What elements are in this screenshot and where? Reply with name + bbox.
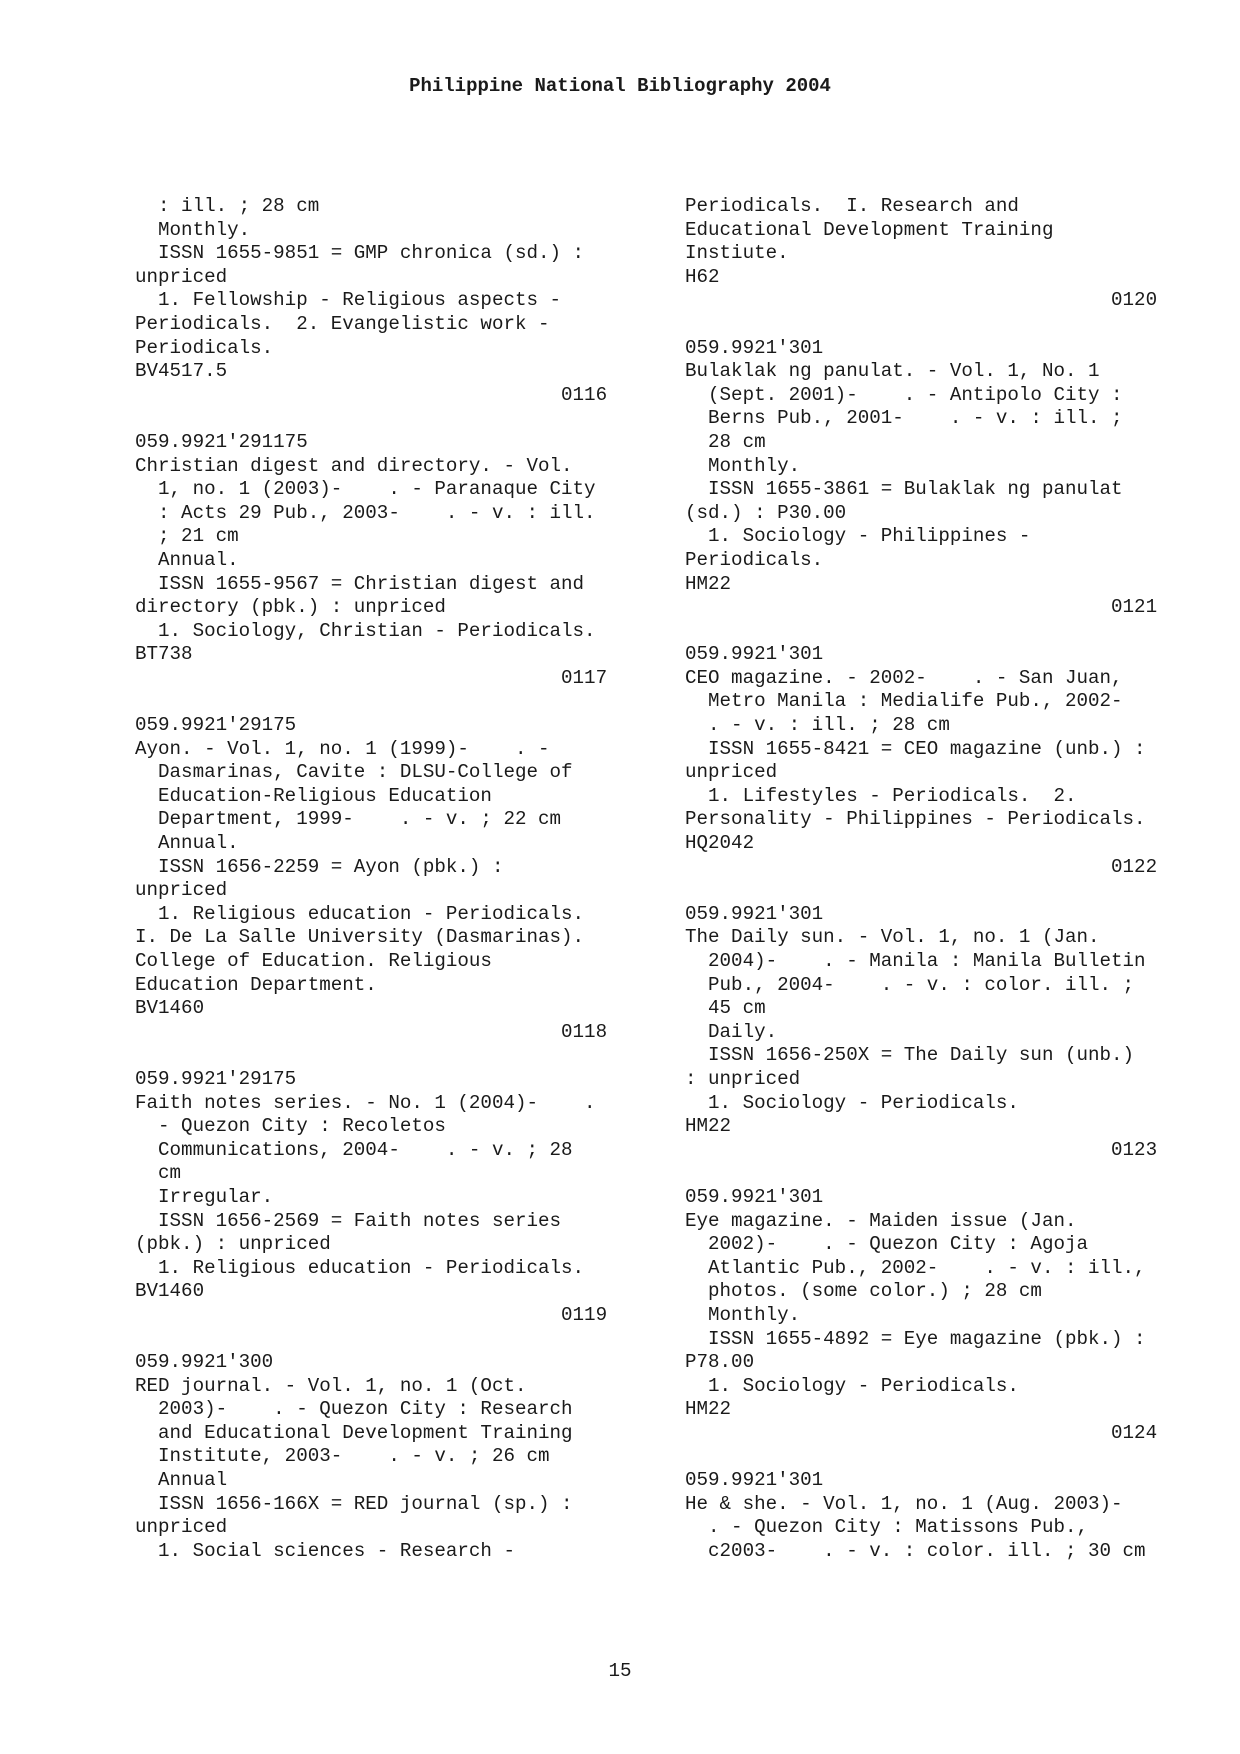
entry-line: ISSN 1656-2569 = Faith notes series	[135, 1209, 562, 1232]
entry-line: HQ2042	[685, 832, 755, 855]
entry-line: HM22	[685, 1398, 732, 1421]
entry-line: . - Quezon City : Matissons Pub.,	[685, 1516, 1089, 1539]
entry-line: ISSN 1655-3861 = Bulaklak ng panulat	[685, 478, 1123, 501]
entry-line: photos. (some color.) ; 28 cm	[685, 1280, 1042, 1303]
entry-line: 2004)- . - Manila : Manila Bulletin	[685, 950, 1146, 972]
entry-line: . - v. : ill. ; 28 cm	[685, 714, 950, 737]
entry-line: 059.9921'301	[685, 336, 824, 359]
entry-line: 059.9921'29175	[135, 714, 297, 737]
entry-line: HM22	[685, 572, 732, 595]
entry-line: ISSN 1655-8421 = CEO magazine (unb.) :	[685, 737, 1146, 760]
entry-line: Monthly.	[135, 218, 251, 241]
entry-line: unpriced	[135, 879, 228, 902]
entry-line: Ayon. - Vol. 1, no. 1 (1999)- . -	[135, 737, 550, 760]
entry-line: : Acts 29 Pub., 2003- . - v. : ill.	[135, 501, 596, 524]
entry-line: : ill. ; 28 cm	[135, 195, 320, 217]
entry-line: Communications, 2004- . - v. ; 28	[135, 1138, 573, 1161]
entry-line: 1. Sociology - Philippines -	[685, 525, 1031, 548]
entry-line	[135, 1044, 655, 1068]
entry-line: (Sept. 2001)- . - Antipolo City :	[685, 383, 1123, 406]
entry-line: 2003)- . - Quezon City : Research	[135, 1398, 573, 1421]
entry-line: (sd.) : P30.00	[685, 501, 847, 524]
entry-line: 45 cm	[685, 997, 766, 1020]
entry-line: 0123	[685, 1138, 1158, 1161]
entry-line: 0116	[135, 383, 608, 406]
right-column	[685, 195, 1205, 1563]
entry-line: : unpriced	[685, 1067, 801, 1090]
entry-line: 059.9921'291175	[135, 430, 308, 453]
entry-line: 2002)- . - Quezon City : Agoja	[685, 1233, 1089, 1256]
entry-line: HM22	[685, 1115, 732, 1138]
entry-line: Metro Manila : Medialife Pub., 2002-	[685, 690, 1123, 713]
entry-line: Atlantic Pub., 2002- . - v. : ill.,	[685, 1256, 1146, 1279]
entry-line	[685, 879, 1205, 903]
entry-line: Personality - Philippines - Periodicals.	[685, 808, 1146, 831]
entry-line: ISSN 1655-9567 = Christian digest and	[135, 572, 585, 595]
entry-line: CEO magazine. - 2002- . - San Juan,	[685, 666, 1123, 689]
entry-line	[135, 407, 655, 431]
entry-line: Berns Pub., 2001- . - v. : ill. ;	[685, 407, 1123, 430]
entry-line: ISSN 1655-4892 = Eye magazine (pbk.) :	[685, 1327, 1146, 1350]
entry-line: H62	[685, 265, 720, 288]
entry-line: Annual.	[135, 548, 239, 571]
entry-line: 28 cm	[685, 430, 766, 453]
page-title: Philippine National Bibliography 2004	[409, 75, 831, 97]
entry-line: He & she. - Vol. 1, no. 1 (Aug. 2003)-	[685, 1492, 1123, 1515]
entry-line: 1. Fellowship - Religious aspects -	[135, 289, 562, 312]
entry-line: Institute, 2003- . - v. ; 26 cm	[135, 1445, 550, 1468]
entry-line: The Daily sun. - Vol. 1, no. 1 (Jan.	[685, 926, 1100, 949]
entry-line: 1. Social sciences - Research -	[135, 1539, 515, 1562]
entry-line: Monthly.	[685, 454, 801, 477]
entry-line: 1. Religious education - Periodicals.	[135, 1256, 585, 1279]
entry-line	[135, 690, 655, 714]
entry-line: unpriced	[135, 265, 228, 288]
entry-line: 1. Lifestyles - Periodicals. 2.	[685, 784, 1077, 807]
entry-line: BT738	[135, 643, 193, 666]
entry-line: Annual	[135, 1469, 228, 1492]
entry-line: Periodicals. I. Research and	[685, 195, 1019, 217]
entry-line: Department, 1999- . - v. ; 22 cm	[135, 808, 562, 831]
entry-line: 0117	[135, 666, 608, 689]
entry-line: unpriced	[135, 1516, 228, 1539]
entry-line: 1. Sociology - Periodicals.	[685, 1374, 1019, 1397]
entry-line: 0120	[685, 289, 1158, 312]
left-column	[135, 195, 655, 1563]
entry-line: - Quezon City : Recoletos	[135, 1115, 446, 1138]
entry-line: unpriced	[685, 761, 778, 784]
entry-line: Bulaklak ng panulat. - Vol. 1, No. 1	[685, 360, 1100, 383]
entry-line: c2003- . - v. : color. ill. ; 30 cm	[685, 1539, 1146, 1562]
entry-line: Periodicals. 2. Evangelistic work -	[135, 312, 550, 335]
entry-line: Education Department.	[135, 973, 377, 996]
entry-line: Periodicals.	[135, 336, 274, 359]
entry-line: ISSN 1656-250X = The Daily sun (unb.)	[685, 1044, 1135, 1067]
entry-line: Education-Religious Education	[135, 784, 492, 807]
entry-line: I. De La Salle University (Dasmarinas).	[135, 926, 585, 949]
entry-line: 0118	[135, 1020, 608, 1043]
entry-line: Monthly.	[685, 1303, 801, 1326]
entry-line: Christian digest and directory. - Vol.	[135, 454, 573, 477]
entry-line: 059.9921'301	[685, 902, 824, 925]
entry-line: Educational Development Training	[685, 218, 1054, 241]
entry-line: Dasmarinas, Cavite : DLSU-College of	[135, 761, 573, 784]
entry-line: Eye magazine. - Maiden issue (Jan.	[685, 1209, 1077, 1232]
entry-line: 1. Religious education - Periodicals.	[135, 902, 585, 925]
entry-line: ISSN 1656-2259 = Ayon (pbk.) :	[135, 855, 504, 878]
entry-line: P78.00	[685, 1351, 755, 1374]
entry-line: ISSN 1655-9851 = GMP chronica (sd.) :	[135, 242, 585, 265]
entry-line: cm	[135, 1162, 182, 1185]
entry-line	[685, 1445, 1205, 1469]
entry-line: Annual.	[135, 832, 239, 855]
entry-line: RED journal. - Vol. 1, no. 1 (Oct.	[135, 1374, 527, 1397]
entry-line: Faith notes series. - No. 1 (2004)- .	[135, 1091, 596, 1114]
entry-line	[685, 313, 1205, 337]
page-number: 15	[608, 1660, 632, 1682]
entry-line: 1. Sociology - Periodicals.	[685, 1091, 1019, 1114]
entry-line: Daily.	[685, 1020, 778, 1043]
entry-line: ; 21 cm	[135, 525, 239, 548]
entry-line: Pub., 2004- . - v. : color. ill. ;	[685, 973, 1135, 996]
entry-line: Irregular.	[135, 1185, 274, 1208]
entry-line: BV1460	[135, 997, 205, 1020]
entry-line: 0122	[685, 855, 1158, 878]
entry-line: 1, no. 1 (2003)- . - Paranaque City	[135, 478, 596, 501]
entry-line: BV1460	[135, 1280, 205, 1303]
entry-line: and Educational Development Training	[135, 1421, 573, 1444]
entry-line	[685, 620, 1205, 644]
entry-line: BV4517.5	[135, 360, 228, 383]
entry-line: 059.9921'300	[135, 1351, 274, 1374]
entry-line: 1. Sociology, Christian - Periodicals.	[135, 619, 596, 642]
entry-line: College of Education. Religious	[135, 950, 492, 972]
entry-line: 0119	[135, 1303, 608, 1326]
entry-line: 0124	[685, 1421, 1158, 1444]
entry-line	[685, 1162, 1205, 1186]
entry-line: 059.9921'301	[685, 1185, 824, 1208]
entry-line	[135, 1328, 655, 1352]
entry-line: Instiute.	[685, 242, 789, 265]
entry-line: 059.9921'301	[685, 1469, 824, 1492]
entry-line: ISSN 1656-166X = RED journal (sp.) :	[135, 1492, 573, 1515]
entry-line: 059.9921'301	[685, 643, 824, 666]
entry-line: Periodicals.	[685, 548, 824, 571]
entry-line: 0121	[685, 596, 1158, 619]
entry-line: 059.9921'29175	[135, 1067, 297, 1090]
entry-line: (pbk.) : unpriced	[135, 1233, 331, 1256]
entry-line: directory (pbk.) : unpriced	[135, 596, 446, 619]
